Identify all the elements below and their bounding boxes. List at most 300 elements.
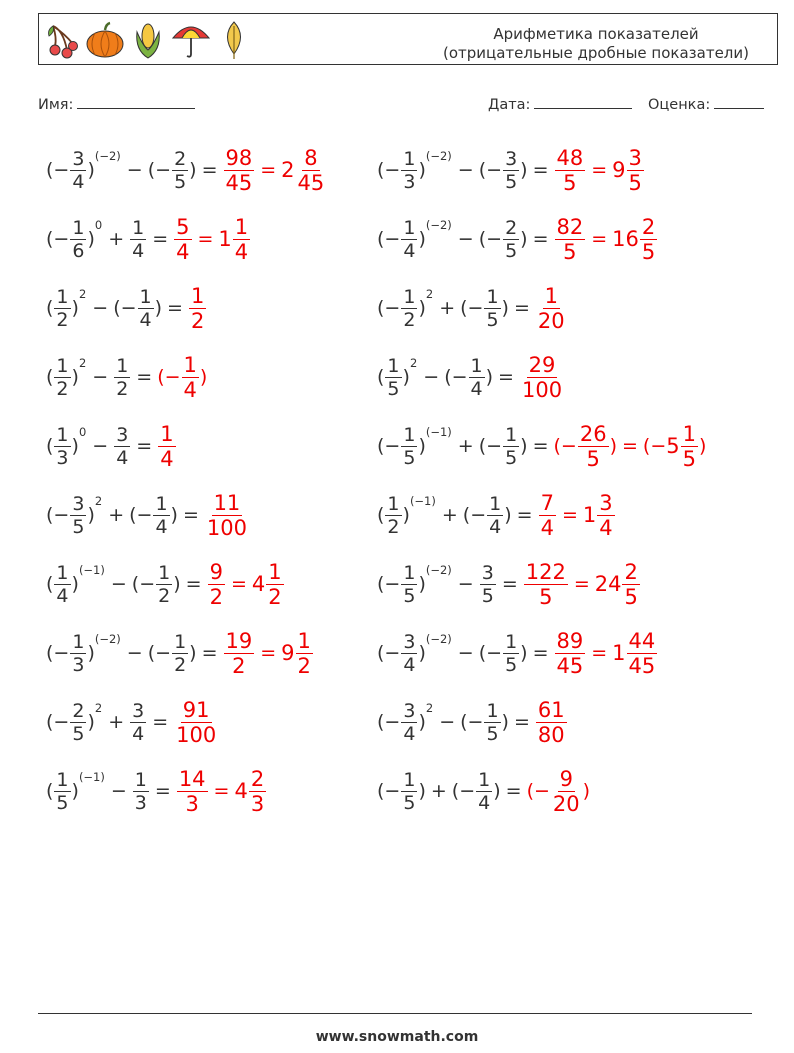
paren: (− xyxy=(553,435,577,457)
numerator: 1 xyxy=(190,283,205,308)
fraction xyxy=(385,493,401,538)
equals-sign: = xyxy=(136,435,153,457)
exponent: (−1) xyxy=(78,770,105,784)
paren: (− xyxy=(377,711,401,733)
fraction xyxy=(401,631,417,676)
denominator: 5 xyxy=(505,653,518,676)
equals-sign: = xyxy=(591,159,608,181)
header-icons xyxy=(45,18,251,62)
paren: (− xyxy=(147,159,172,181)
equals-sign: = xyxy=(185,573,202,595)
paren: ) xyxy=(173,573,181,595)
fraction xyxy=(296,146,327,195)
paren: ( xyxy=(46,573,54,595)
equals-sign: = xyxy=(532,435,549,457)
fraction xyxy=(54,286,70,331)
fraction xyxy=(551,767,582,816)
numerator: 1 xyxy=(478,768,491,791)
answer xyxy=(204,491,250,540)
answer xyxy=(523,560,641,609)
paren: ) xyxy=(199,366,208,388)
denominator: 2 xyxy=(174,653,187,676)
fraction xyxy=(156,562,172,607)
term xyxy=(377,493,437,538)
paren: (− xyxy=(147,642,172,664)
problem-item xyxy=(377,687,568,757)
fraction xyxy=(503,631,519,676)
term xyxy=(129,217,147,262)
equals-sign: = xyxy=(136,366,153,388)
fraction xyxy=(401,217,417,262)
denominator: 45 xyxy=(297,170,325,195)
fraction xyxy=(484,700,500,745)
answer xyxy=(176,767,267,816)
operator: + xyxy=(108,504,125,526)
denominator: 4 xyxy=(176,239,190,264)
paren: ) xyxy=(609,435,617,457)
name-field xyxy=(38,94,195,113)
numerator: 2 xyxy=(641,214,656,239)
fraction xyxy=(487,493,503,538)
problem-item xyxy=(46,135,327,205)
pumpkin-icon xyxy=(85,20,125,60)
numerator: 14 xyxy=(178,766,206,791)
leaf-icon xyxy=(217,20,251,60)
denominator: 3 xyxy=(134,791,147,814)
fraction xyxy=(70,217,86,262)
problem-item xyxy=(377,204,658,274)
problem-item xyxy=(46,411,177,481)
operator: − xyxy=(92,366,109,388)
equals-sign: = xyxy=(532,228,549,250)
paren: (− xyxy=(46,159,70,181)
fraction xyxy=(524,560,568,609)
fraction xyxy=(70,631,86,676)
answer xyxy=(527,767,591,816)
paren: ) xyxy=(87,228,95,250)
denominator: 100 xyxy=(176,722,217,747)
whole-part: 1 xyxy=(218,227,232,251)
worksheet-title xyxy=(443,25,749,63)
fraction xyxy=(133,769,149,814)
fraction xyxy=(54,424,70,469)
numerator: 1 xyxy=(387,354,400,377)
paren: (− xyxy=(129,504,153,526)
paren: ) xyxy=(71,435,79,457)
fraction xyxy=(138,286,154,331)
paren: ) xyxy=(485,366,494,388)
paren: ) xyxy=(87,642,95,664)
paren: (− xyxy=(478,228,503,250)
answer xyxy=(188,284,207,333)
paren: ) xyxy=(418,159,426,181)
denominator: 3 xyxy=(403,170,416,193)
problem-item xyxy=(46,687,219,757)
fraction xyxy=(266,560,283,609)
fraction xyxy=(503,217,519,262)
whole-part: 1 xyxy=(582,503,597,527)
term xyxy=(460,700,509,745)
grade-field xyxy=(648,94,764,113)
denominator: 5 xyxy=(586,446,600,471)
denominator: 5 xyxy=(563,239,577,264)
exponent: (−1) xyxy=(409,494,436,508)
denominator: 4 xyxy=(403,653,416,676)
paren: ) xyxy=(501,711,509,733)
term xyxy=(46,769,106,814)
term xyxy=(452,769,501,814)
paren: (− xyxy=(377,297,401,319)
numerator: 9 xyxy=(209,559,223,584)
denominator: 4 xyxy=(139,308,152,331)
exponent: (−2) xyxy=(94,632,121,646)
exponent: 2 xyxy=(78,356,87,370)
equals-sign: = xyxy=(505,780,522,802)
paren: ) xyxy=(71,366,79,388)
exponent: (−2) xyxy=(425,218,452,232)
numerator: 1 xyxy=(72,216,85,239)
denominator: 100 xyxy=(206,515,247,540)
fraction xyxy=(70,148,86,193)
term xyxy=(479,148,528,193)
paren: ) xyxy=(87,159,95,181)
denominator: 4 xyxy=(234,239,249,264)
umbrella-icon xyxy=(171,20,211,60)
denominator: 5 xyxy=(403,584,416,607)
equals-sign: = xyxy=(152,711,169,733)
term xyxy=(479,562,497,607)
denominator: 5 xyxy=(505,170,518,193)
numerator: 1 xyxy=(505,423,518,446)
denominator: 2 xyxy=(268,584,282,609)
answer xyxy=(223,629,314,678)
denominator: 4 xyxy=(540,515,554,540)
numerator: 2 xyxy=(624,559,638,584)
operator: − xyxy=(457,159,474,181)
equals-sign: = xyxy=(167,297,183,319)
denominator: 4 xyxy=(403,239,416,262)
fraction xyxy=(54,562,70,607)
denominator: 20 xyxy=(537,308,565,333)
fraction xyxy=(627,146,644,195)
exponent: 2 xyxy=(409,356,418,370)
paren: (− xyxy=(377,228,401,250)
term xyxy=(377,286,434,331)
term xyxy=(46,286,87,331)
fraction xyxy=(484,286,500,331)
numerator: 7 xyxy=(540,490,554,515)
answer xyxy=(223,146,328,195)
numerator: 1 xyxy=(134,768,147,791)
numerator: 1 xyxy=(56,561,69,584)
whole-part: 16 xyxy=(612,227,639,251)
denominator: 3 xyxy=(72,653,85,676)
operator: + xyxy=(108,228,125,250)
paren: ) xyxy=(520,228,528,250)
numerator: 2 xyxy=(72,699,85,722)
paren: (− xyxy=(157,366,181,388)
numerator: 122 xyxy=(525,559,566,584)
fraction xyxy=(172,631,188,676)
term xyxy=(113,355,131,400)
paren: ) xyxy=(418,642,426,664)
paren: (− xyxy=(377,780,401,802)
fraction xyxy=(401,562,417,607)
exponent: (−1) xyxy=(78,563,105,577)
denominator: 4 xyxy=(470,377,483,400)
fraction xyxy=(174,215,191,264)
fraction xyxy=(578,422,609,471)
fraction xyxy=(401,148,417,193)
numerator: 1 xyxy=(505,630,518,653)
date-label: Дата: xyxy=(488,97,531,113)
paren: (− xyxy=(377,435,401,457)
numerator: 1 xyxy=(183,352,197,377)
term xyxy=(377,355,418,400)
denominator: 4 xyxy=(489,515,502,538)
paren: (− xyxy=(131,573,156,595)
equals-sign: = xyxy=(513,711,530,733)
term xyxy=(46,493,103,538)
paren: ) xyxy=(71,297,79,319)
answer xyxy=(535,284,568,333)
denominator: 4 xyxy=(132,239,145,262)
numerator: 1 xyxy=(139,285,152,308)
answer xyxy=(157,422,176,471)
numerator: 1 xyxy=(387,492,400,515)
numerator: 1 xyxy=(268,559,282,584)
equals-sign: = xyxy=(591,228,608,250)
denominator: 5 xyxy=(56,791,69,814)
term xyxy=(444,355,493,400)
paren: ) xyxy=(520,435,528,457)
whole-part: 5 xyxy=(666,434,680,458)
whole-part: 4 xyxy=(234,779,248,803)
numerator: 1 xyxy=(297,628,311,653)
problem-item xyxy=(46,756,267,826)
operator: + xyxy=(430,780,447,802)
operator: − xyxy=(110,573,127,595)
paren: (− xyxy=(113,297,137,319)
exponent: (−2) xyxy=(425,149,452,163)
denominator: 5 xyxy=(387,377,400,400)
numerator: 19 xyxy=(225,628,253,653)
numerator: 1 xyxy=(403,285,416,308)
numerator: 9 xyxy=(559,766,573,791)
operator: − xyxy=(457,642,474,664)
paren: ) xyxy=(520,642,528,664)
fraction xyxy=(555,629,586,678)
denominator: 2 xyxy=(56,377,69,400)
term xyxy=(46,217,103,262)
numerator: 82 xyxy=(556,214,584,239)
denominator: 2 xyxy=(209,584,223,609)
numerator: 26 xyxy=(579,421,607,446)
fraction xyxy=(597,491,614,540)
term xyxy=(377,148,453,193)
date-line[interactable] xyxy=(534,94,632,109)
fraction xyxy=(520,353,564,402)
denominator: 5 xyxy=(403,446,416,469)
operator: − xyxy=(439,711,456,733)
denominator: 3 xyxy=(185,791,199,816)
fraction xyxy=(172,148,188,193)
term xyxy=(148,631,197,676)
paren: ) xyxy=(418,297,426,319)
paren: ) xyxy=(402,504,410,526)
numerator: 48 xyxy=(556,145,584,170)
denominator: 45 xyxy=(225,170,253,195)
problem-item xyxy=(46,342,207,412)
numerator: 1 xyxy=(56,354,69,377)
numerator: 1 xyxy=(486,285,499,308)
paren: (− xyxy=(460,297,484,319)
paren: ) xyxy=(520,159,528,181)
grade-line[interactable] xyxy=(714,94,764,109)
denominator: 5 xyxy=(624,584,638,609)
answer xyxy=(207,560,285,609)
operator: − xyxy=(126,159,143,181)
problem-item xyxy=(377,135,645,205)
equals-sign: = xyxy=(230,573,247,595)
denominator: 2 xyxy=(232,653,246,678)
numerator: 1 xyxy=(403,216,416,239)
term xyxy=(377,424,453,469)
fraction xyxy=(114,424,130,469)
paren: ) xyxy=(189,159,197,181)
exponent: 2 xyxy=(425,701,434,715)
corn-icon xyxy=(131,20,165,60)
numerator: 91 xyxy=(182,697,210,722)
numerator: 1 xyxy=(56,285,69,308)
paren: ) xyxy=(71,573,79,595)
fraction xyxy=(503,148,519,193)
denominator: 2 xyxy=(158,584,171,607)
equals-sign: = xyxy=(532,159,549,181)
denominator: 4 xyxy=(56,584,69,607)
fraction xyxy=(130,700,146,745)
numerator: 1 xyxy=(403,423,416,446)
problem-item xyxy=(46,549,285,619)
problem-item xyxy=(377,480,616,550)
exponent: (−2) xyxy=(94,149,121,163)
paren: (− xyxy=(377,642,401,664)
numerator: 1 xyxy=(470,354,483,377)
equals-sign: = xyxy=(197,228,214,250)
paren: ) xyxy=(154,297,163,319)
paren: ( xyxy=(377,504,385,526)
numerator: 61 xyxy=(537,697,565,722)
cherries-icon xyxy=(45,20,79,60)
fraction xyxy=(640,215,657,264)
fraction xyxy=(70,700,86,745)
operator: − xyxy=(110,780,127,802)
denominator: 2 xyxy=(297,653,311,678)
term xyxy=(46,355,87,400)
exponent: (−1) xyxy=(425,425,452,439)
exponent: 2 xyxy=(78,287,87,301)
worksheet-header xyxy=(38,13,778,65)
numerator: 5 xyxy=(176,214,190,239)
denominator: 5 xyxy=(563,170,577,195)
denominator: 20 xyxy=(552,791,580,816)
equals-sign: = xyxy=(201,642,218,664)
fraction xyxy=(627,629,658,678)
answer xyxy=(173,215,251,264)
operator: − xyxy=(92,435,109,457)
fraction xyxy=(401,769,417,814)
equals-sign: = xyxy=(260,159,277,181)
numerator: 1 xyxy=(160,421,174,446)
equals-sign: = xyxy=(201,159,218,181)
numerator: 1 xyxy=(158,561,171,584)
paren: (− xyxy=(526,780,550,802)
name-line[interactable] xyxy=(77,94,195,109)
equals-sign: = xyxy=(152,228,169,250)
denominator: 80 xyxy=(537,722,565,747)
fraction xyxy=(205,491,249,540)
whole-part: 9 xyxy=(612,158,626,182)
fraction xyxy=(401,424,417,469)
paren: ) xyxy=(418,228,426,250)
denominator: 5 xyxy=(72,515,85,538)
denominator: 6 xyxy=(72,239,85,262)
exponent: 0 xyxy=(94,218,103,232)
equals-sign: = xyxy=(154,780,171,802)
term xyxy=(132,769,150,814)
equals-sign: = xyxy=(532,642,549,664)
numerator: 1 xyxy=(72,630,85,653)
fraction xyxy=(174,698,218,747)
paren: (− xyxy=(460,711,484,733)
paren: (− xyxy=(451,780,476,802)
operator: − xyxy=(92,297,109,319)
denominator: 4 xyxy=(478,791,491,814)
numerator: 2 xyxy=(250,766,265,791)
numerator: 3 xyxy=(403,630,416,653)
fraction xyxy=(681,422,698,471)
denominator: 2 xyxy=(403,308,416,331)
fraction xyxy=(555,215,586,264)
numerator: 1 xyxy=(174,630,187,653)
denominator: 3 xyxy=(250,791,265,816)
operator: − xyxy=(457,228,474,250)
fraction xyxy=(153,493,169,538)
equals-sign: = xyxy=(498,366,514,388)
answer xyxy=(538,491,616,540)
numerator: 1 xyxy=(486,699,499,722)
term xyxy=(377,700,434,745)
title-line-1: Арифметика показателей xyxy=(493,25,699,43)
answer xyxy=(554,422,707,471)
fraction xyxy=(224,629,255,678)
answer xyxy=(173,698,219,747)
exponent: (−2) xyxy=(425,563,452,577)
term xyxy=(113,286,162,331)
numerator: 1 xyxy=(682,421,697,446)
term xyxy=(46,148,122,193)
denominator: 5 xyxy=(403,791,416,814)
answer xyxy=(554,215,659,264)
fraction xyxy=(208,560,225,609)
term xyxy=(377,217,453,262)
denominator: 4 xyxy=(403,722,416,745)
numerator: 1 xyxy=(403,768,416,791)
footer-divider xyxy=(38,1013,752,1014)
fraction xyxy=(536,284,567,333)
exponent: 2 xyxy=(94,494,103,508)
paren: ) xyxy=(501,297,509,319)
